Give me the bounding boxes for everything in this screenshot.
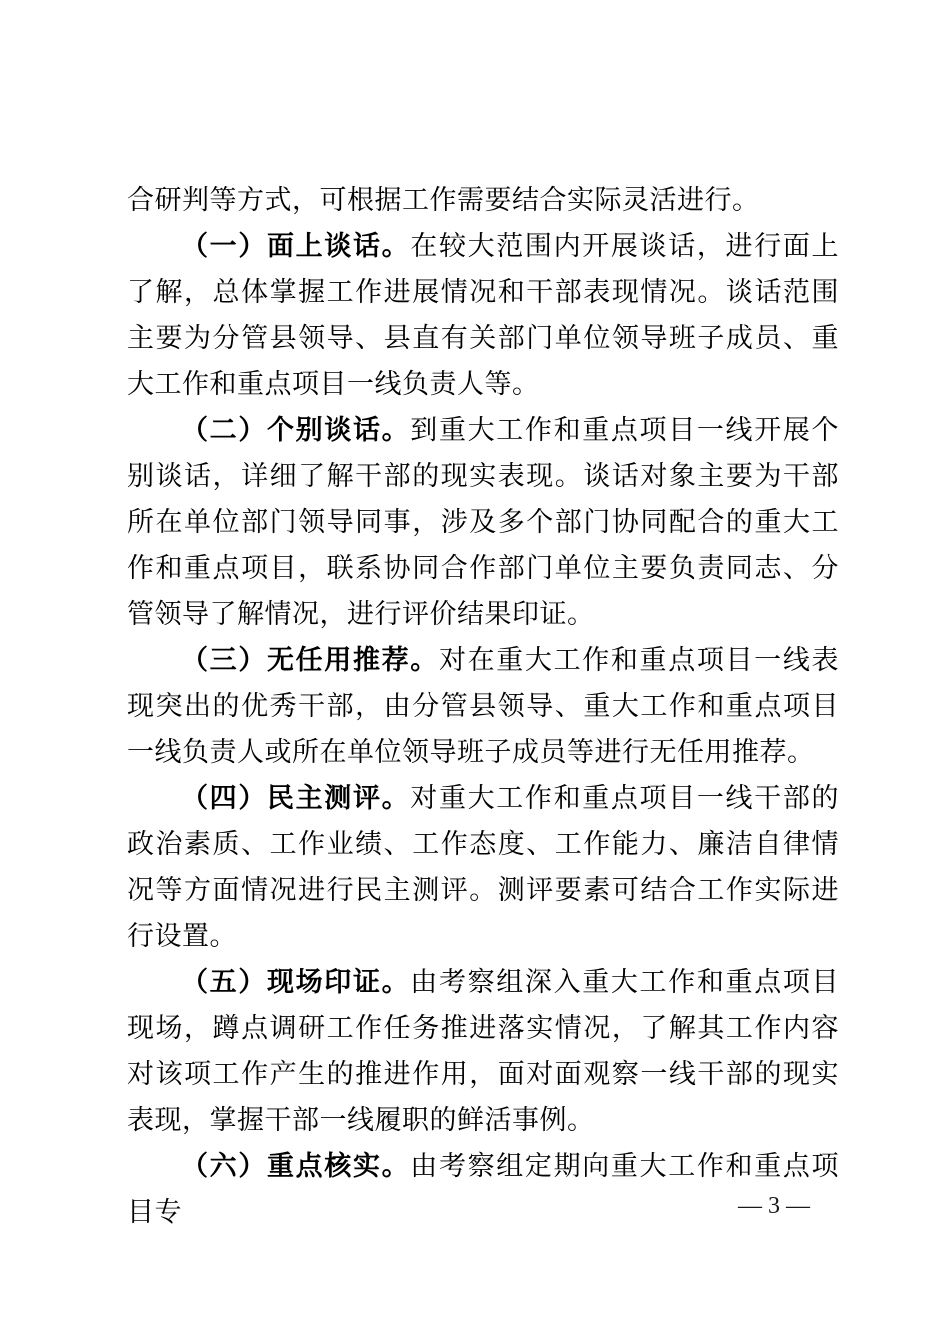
paragraph-lead: （六）重点核实。 — [181, 1151, 411, 1181]
paragraph-text: 合研判等方式，可根据工作需要结合实际灵活进行。 — [127, 185, 760, 215]
paragraph-lead: （四）民主测评。 — [181, 783, 411, 813]
paragraph-lead: （三）无任用推荐。 — [181, 645, 439, 675]
paragraph — [127, 637, 839, 775]
paragraph — [127, 407, 839, 637]
paragraph — [127, 959, 839, 1143]
paragraph-lead: （二）个别谈话。 — [181, 415, 411, 445]
paragraph-text: 对重大工作和重点项目一线干部的政治素质、工作业绩、工作态度、工作能力、廉洁自律情况等方面情况进行民主测评。测评要素可结合工作实际进行设置。 — [127, 783, 840, 951]
paragraph-text: 到重大工作和重点项目一线开展个别谈话，详细了解干部的现实表现。谈话对象主要为干部所在单位部门领导同事，涉及多个部门协同配合的重大工作和重点项目，联系协同合作部门单位主要负责同志、分管领导了解情况，进行评价结果印证。 — [127, 415, 840, 629]
paragraph — [127, 223, 839, 407]
paragraph — [127, 177, 839, 223]
paragraph-lead: （一）面上谈话。 — [181, 231, 411, 261]
paragraph-text: 在较大范围内开展谈话，进行面上了解，总体掌握工作进展情况和干部表现情况。谈话范围主要为分管县领导、县直有关部门单位领导班子成员、重大工作和重点项目一线负责人等。 — [127, 231, 840, 399]
paragraph-text: 对在重大工作和重点项目一线表现突出的优秀干部，由分管县领导、重大工作和重点项目一线负责人或所在单位领导班子成员等进行无任用推荐。 — [127, 645, 840, 767]
paragraph-lead: （五）现场印证。 — [181, 967, 411, 997]
paragraph-text: 由考察组定期向重大工作和重点项目专 — [127, 1151, 840, 1227]
paragraph — [127, 1143, 839, 1235]
paragraph — [127, 775, 839, 959]
document-body — [127, 177, 839, 1235]
page-number: — 3 — — [738, 1193, 810, 1219]
paragraph-text: 由考察组深入重大工作和重点项目现场，蹲点调研工作任务推进落实情况，了解其工作内容对该项工作产生的推进作用，面对面观察一线干部的现实表现，掌握干部一线履职的鲜活事例。 — [127, 967, 840, 1135]
